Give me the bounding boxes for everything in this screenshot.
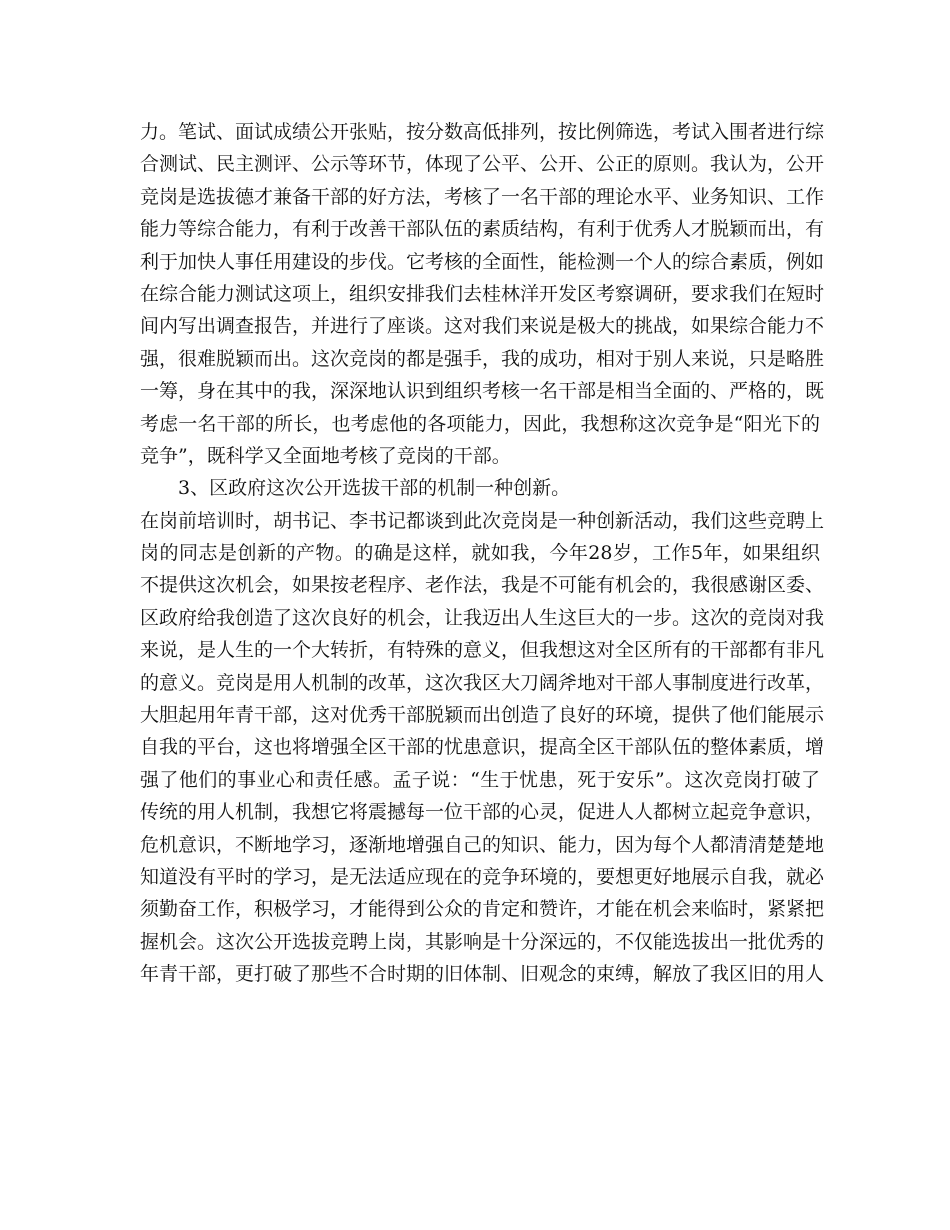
text-line: 岗的同志是创新的产物。的确是这样，就如我，今年28岁，工作5年，如果组织 xyxy=(140,542,820,565)
body-text xyxy=(140,116,825,991)
text-line: 来说，是人生的一个大转折，有特殊的意义，但我想这对全区所有的干部都有非凡 xyxy=(140,639,825,662)
text-line: 考虑一名干部的所长，也考虑他的各项能力，因此，我想称这次竞争是“阳光下的 xyxy=(140,412,820,435)
text-line: 强了他们的事业心和责任感。孟子说：“生于忧患，死于安乐”。这次竞岗打破了 xyxy=(140,768,820,791)
text-line: 在综合能力测试这项上，组织安排我们去桂林洋开发区考察调研，要求我们在短时 xyxy=(140,282,825,305)
text-line: 知道没有平时的学习，是无法适应现在的竞争环境的，要想更好地展示自我，就必 xyxy=(140,865,825,888)
text-line: 合测试、民主测评、公示等环节，体现了公平、公开、公正的原则。我认为，公开 xyxy=(140,153,825,176)
text-line: 间内写出调查报告，并进行了座谈。这对我们来说是极大的挑战，如果综合能力不 xyxy=(140,315,825,338)
text-line: 的意义。竞岗是用人机制的改革，这次我区大刀阔斧地对干部人事制度进行改革， xyxy=(140,671,825,694)
text-line: 一筹，身在其中的我，深深地认识到组织考核一名干部是相当全面的、严格的，既 xyxy=(140,380,825,403)
section-heading: 3、区政府这次公开选拔干部的机制一种创新。 xyxy=(178,477,571,500)
text-line: 年青干部，更打破了那些不合时期的旧体制、旧观念的束缚，解放了我区旧的用人 xyxy=(140,963,825,986)
text-line: 强，很难脱颖而出。这次竞岗的都是强手，我的成功，相对于别人来说，只是略胜 xyxy=(140,347,825,370)
text-line: 竞岗是选拔德才兼备干部的好方法，考核了一名干部的理论水平、业务知识、工作 xyxy=(140,185,825,208)
text-line: 力。笔试、面试成绩公开张贴，按分数高低排列，按比例筛选，考试入围者进行综 xyxy=(140,121,825,143)
text-line: 自我的平台，这也将增强全区干部的忧患意识，提高全区干部队伍的整体素质，增 xyxy=(140,736,825,759)
text-line: 利于加快人事任用建设的步伐。它考核的全面性，能检测一个人的综合素质，例如 xyxy=(140,250,825,273)
text-line: 不提供这次机会，如果按老程序、老作法，我是不可能有机会的，我很感谢区委、 xyxy=(140,574,825,597)
text-line: 竞争”，既科学又全面地考核了竞岗的干部。 xyxy=(140,444,511,467)
text-line: 须勤奋工作，积极学习，才能得到公众的肯定和赞许，才能在机会来临时，紧紧把 xyxy=(140,898,825,921)
text-line: 区政府给我创造了这次良好的机会，让我迈出人生这巨大的一步。这次的竞岗对我 xyxy=(140,606,825,629)
text-line: 大胆起用年青干部，这对优秀干部脱颖而出创造了良好的环境，提供了他们能展示 xyxy=(140,704,825,727)
text-line: 在岗前培训时，胡书记、李书记都谈到此次竞岗是一种创新活动，我们这些竞聘上 xyxy=(140,509,825,532)
text-line: 危机意识，不断地学习，逐渐地增强自己的知识、能力，因为每个人都清清楚楚地 xyxy=(140,833,825,856)
text-line: 能力等综合能力，有利于改善干部队伍的素质结构，有利于优秀人才脱颖而出，有 xyxy=(140,218,825,241)
text-line: 握机会。这次公开选拔竞聘上岗，其影响是十分深远的，不仅能选拔出一批优秀的 xyxy=(140,930,825,953)
text-line: 传统的用人机制，我想它将震撼每一位干部的心灵，促进人人都树立起竞争意识， xyxy=(140,801,825,824)
